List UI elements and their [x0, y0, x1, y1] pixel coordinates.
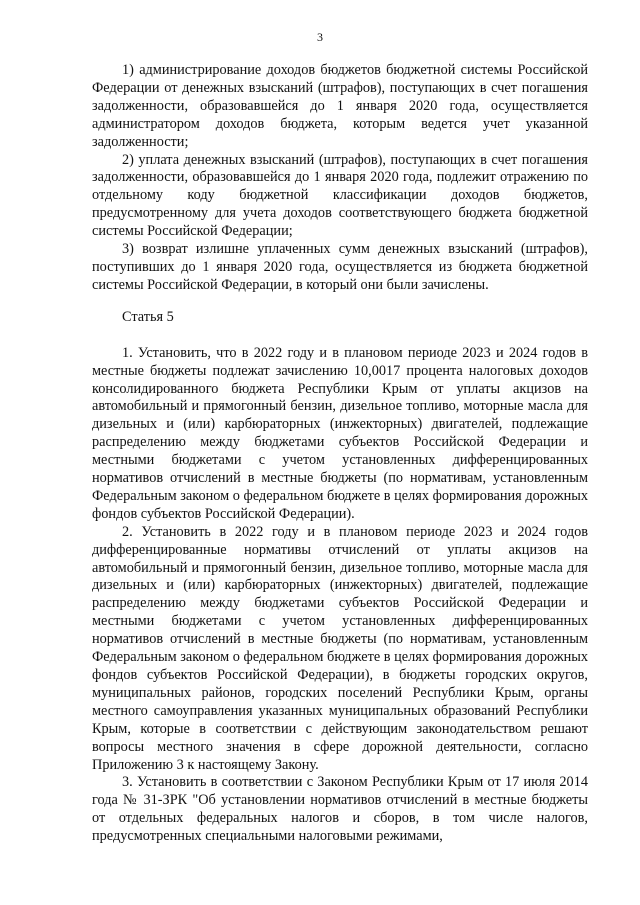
paragraph-point-1: 1. Установить, что в 2022 году и в плановом периоде 2023 и 2024 годов в местные бюджеты подлежат зачислению 10,0017 процента налоговых доходов консолидированного бюджета Республики Крым от уплаты акцизов на автомобильный и прямогонный бензин, дизельное топливо, моторные масла для дизельных и (или) карбюраторных (инжекторных) двигателей, подлежащие распределению между бюджетами субъектов Российской Федерации и местными бюджетами с учетом установленных дифференцированных нормативов отчислений в местные бюджеты (по нормативам, установленным Федеральным законом о федеральном бюджете в целях формирования дорожных фондов субъектов Российской Федерации).: [92, 344, 588, 522]
paragraph-point-3: 3. Установить в соответствии с Законом Республики Крым от 17 июля 2014 года № 31-ЗРК "Об установлении нормативов отчислений в местные бюджеты от отдельных федеральных налогов и сборов, в том числе налогов, предусмотренных специальными налоговыми режимами,: [92, 774, 588, 845]
paragraph-item-2: 2) уплата денежных взысканий (штрафов), поступающих в счет погашения задолженности, образовавшейся до 1 января 2020 года, подлежит отражению по отдельному коду бюджетной классификации доходов бюджетов, предусмотренному для учета доходов соответствующего бюджета бюджетной системы Российской Федерации;: [92, 151, 588, 240]
paragraph-item-1: 1) администрирование доходов бюджетов бюджетной системы Российской Федерации от денежных взысканий (штрафов), поступающих в счет погашения задолженности, образовавшейся до 1 января 2020 года, осуществляется администратором доходов бюджета, которым ведется учет указанной задолженности;: [92, 62, 588, 150]
document-body: [92, 62, 588, 846]
paragraph-item-3: 3) возврат излишне уплаченных сумм денежных взысканий (штрафов), поступивших до 1 января 2020 года, осуществляется из бюджета бюджетной системы Российской Федерации, в который они были зачислены.: [92, 241, 588, 293]
article-heading: Статья 5: [122, 308, 174, 325]
paragraph-point-2: 2. Установить в 2022 году и в плановом периоде 2023 и 2024 годов дифференцированные нормативы отчислений от уплаты акцизов на автомобильный и прямогонный бензин, дизельное топливо, моторные масла для дизельных и (или) карбюраторных (инжекторных) двигателей, подлежащие распределению между бюджетами субъектов Российской Федерации и местными бюджетами с учетом установленных дифференцированных нормативов отчислений в местные бюджеты (по нормативам, установленным Федеральным законом о федеральном бюджете в целях формирования дорожных фондов субъектов Российской Федерации), в бюджеты городских округов, муниципальных районов, городских поселений Республики Крым, органы местного самоуправления указанных муниципальных образований Республики Крым, которые в соответствии с действующим законодательством решают вопросы местного значения в сфере дорожной деятельности, согласно Приложению 3 к настоящему Закону.: [92, 523, 588, 773]
page-number: 3: [317, 30, 323, 44]
